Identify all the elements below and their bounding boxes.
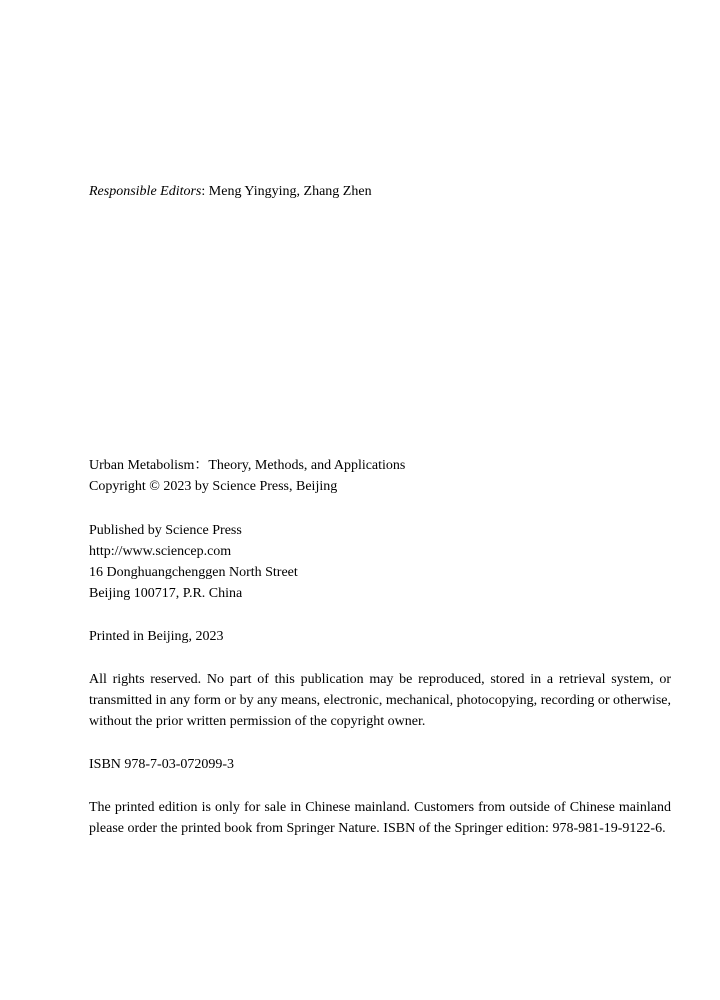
rights-statement: All rights reserved. No part of this publication may be reproduced, stored in a retrieval system, or transmitted in any form or by any means, electronic, mechanical, photocopying, recording or otherwise, without the prior written permission of the copyright owner. bbox=[89, 672, 671, 729]
publisher-block bbox=[89, 520, 671, 604]
publisher-website: http://www.sciencep.com bbox=[89, 544, 232, 559]
editors-separator: : bbox=[201, 184, 209, 199]
sale-notice: The printed edition is only for sale in Chinese mainland. Customers from outside of Chinese mainland please order the printed book from Springer Nature. ISBN of the Springer edition: 978-981-19-9122-6. bbox=[89, 800, 671, 836]
isbn-block bbox=[89, 754, 671, 775]
rights-block bbox=[89, 669, 671, 732]
sale-notice-block bbox=[89, 797, 671, 839]
book-info-block bbox=[89, 455, 671, 497]
publisher-city: Beijing 100717, P.R. China bbox=[89, 586, 243, 601]
printed-block bbox=[89, 626, 671, 647]
copyright-line: Copyright © 2023 by Science Press, Beijing bbox=[89, 479, 338, 494]
editors-names: Meng Yingying, Zhang Zhen bbox=[208, 184, 372, 199]
book-title: Urban Metabolism：Theory, Methods, and Applications bbox=[89, 458, 406, 473]
responsible-editors bbox=[89, 181, 372, 202]
publisher-street: 16 Donghuangchenggen North Street bbox=[89, 565, 298, 580]
editors-label: Responsible Editors bbox=[89, 184, 202, 199]
isbn-line: ISBN 978-7-03-072099-3 bbox=[89, 757, 235, 772]
published-by: Published by Science Press bbox=[89, 523, 242, 538]
printed-line: Printed in Beijing, 2023 bbox=[89, 629, 224, 644]
